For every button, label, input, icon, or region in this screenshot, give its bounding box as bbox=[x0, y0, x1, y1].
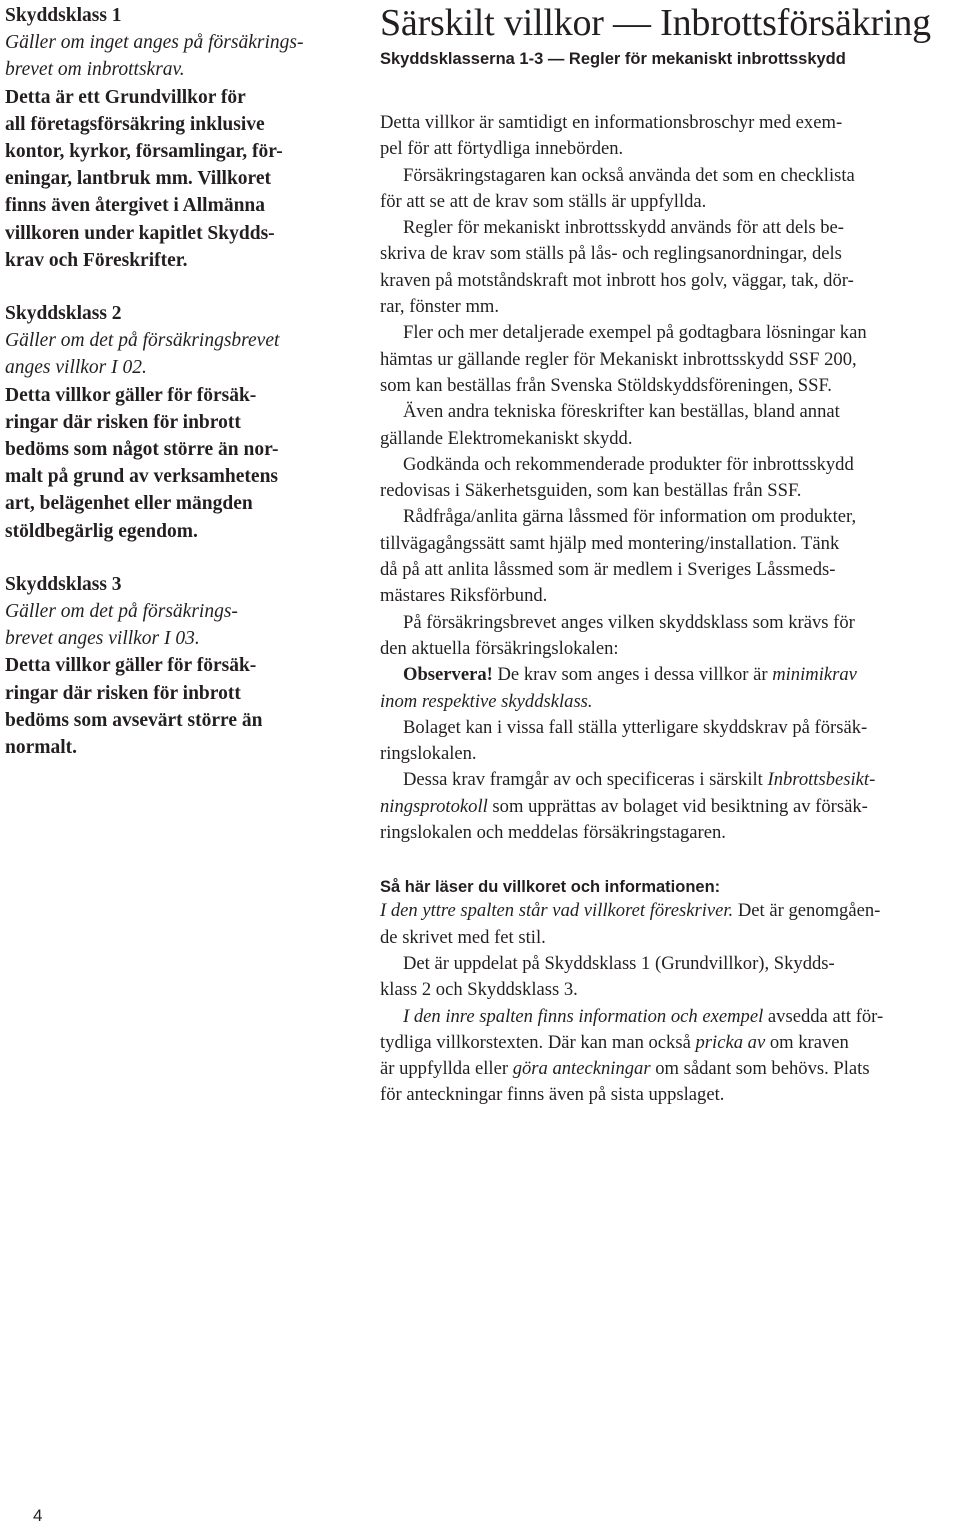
how-text-2: de skrivet med fet stil. bbox=[380, 926, 546, 948]
text-line: villkoren under kapitlet Skydds- bbox=[5, 222, 275, 244]
paragraph bbox=[380, 110, 960, 163]
text-line: mästares Riksförbund. bbox=[380, 585, 548, 607]
text-line: ringar där risken för inbrott bbox=[5, 682, 241, 704]
class2-title: Skyddsklass 2 bbox=[5, 303, 122, 325]
class2-section bbox=[5, 300, 335, 545]
how-text-3: avsedda att för- bbox=[763, 1005, 884, 1027]
paragraph bbox=[380, 452, 960, 505]
observe-label: Observera! bbox=[403, 664, 493, 686]
class2-bold bbox=[5, 382, 335, 545]
class3-italic bbox=[5, 598, 335, 652]
text-line: hämtas ur gällande regler för Mekaniskt inbrottsskydd SSF 200, bbox=[380, 348, 857, 370]
text-line: brevet om inbrottskrav. bbox=[5, 59, 185, 81]
paragraph bbox=[380, 715, 960, 768]
text-line: bedöms som något större än nor- bbox=[5, 439, 279, 461]
how-text-8: för anteckningar finns även på sista uppslaget. bbox=[380, 1084, 725, 1106]
text-line: Gäller om det på försäkrings- bbox=[5, 601, 238, 623]
class1-title: Skyddsklass 1 bbox=[5, 5, 122, 26]
page-number: 4 bbox=[33, 1506, 43, 1525]
text-line: Detta villkor gäller för försäk- bbox=[5, 384, 257, 406]
how-text-4: tydliga villkorstexten. Där kan man också bbox=[380, 1031, 696, 1053]
text-line: Regler för mekaniskt inbrottsskydd används för att dels be- bbox=[403, 217, 844, 239]
paragraph bbox=[380, 163, 960, 216]
text-line: krav och Föreskrifter. bbox=[5, 249, 188, 271]
text-line: gällande Elektromekaniskt skydd. bbox=[380, 427, 633, 449]
how-to-read-text bbox=[380, 898, 960, 1108]
how-emphasis-4: göra anteckningar bbox=[512, 1058, 651, 1080]
text-line: kraven på motståndskraft mot inbrott hos golv, väggar, tak, dör- bbox=[380, 269, 854, 291]
paragraph bbox=[380, 320, 960, 399]
how-text: Det är genomgåen- bbox=[733, 900, 881, 922]
text-line: stöldbegärlig egendom. bbox=[5, 520, 198, 542]
text-line: ringslokalen. bbox=[380, 743, 477, 765]
text-line: tillvägagångssätt samt hjälp med montering/installation. Tänk bbox=[380, 532, 840, 554]
how-to-read-heading: Så här läser du villkoret och informationen: bbox=[380, 878, 721, 897]
inner-column bbox=[380, 0, 960, 1109]
text-line: malt på grund av verksamhetens bbox=[5, 466, 279, 488]
text-line: kontor, kyrkor, församlingar, för- bbox=[5, 141, 283, 163]
protocol-text-3: ringslokalen och meddelas försäkringstagaren. bbox=[380, 822, 726, 844]
outer-column bbox=[5, 2, 335, 761]
paragraph bbox=[380, 399, 960, 452]
observe-text: De krav som anges i dessa villkor är bbox=[492, 664, 773, 686]
protocol-paragraph bbox=[380, 767, 960, 846]
how-emphasis-3: pricka av bbox=[695, 1031, 766, 1053]
text-line: Även andra tekniska föreskrifter kan beställas, bland annat bbox=[403, 401, 840, 423]
how-text-5: om kraven bbox=[765, 1031, 849, 1053]
paragraph bbox=[380, 610, 960, 663]
class1-italic bbox=[5, 29, 335, 83]
text-line: art, belägenhet eller mängden bbox=[5, 493, 253, 515]
page-title: Särskilt villkor — Inbrottsförsäkring bbox=[380, 2, 931, 44]
class3-section bbox=[5, 571, 335, 761]
how-emphasis: I den yttre spalten står vad villkoret föreskriver. bbox=[380, 900, 734, 922]
class3-bold bbox=[5, 652, 335, 761]
how-text-6: är uppfyllda eller bbox=[380, 1058, 513, 1080]
observe-paragraph bbox=[380, 662, 960, 715]
text-line: som kan beställas från Svenska Stöldskyddsföreningen, SSF. bbox=[380, 374, 832, 396]
how-emphasis-2: I den inre spalten finns information och exempel bbox=[403, 1005, 764, 1027]
text-line: finns även återgivet i Allmänna bbox=[5, 195, 266, 217]
text-line: På försäkringsbrevet anges vilken skyddsklass som krävs för bbox=[403, 611, 855, 633]
text-line: redovisas i Säkerhetsguiden, som kan beställas från SSF. bbox=[380, 480, 802, 502]
class3-title: Skyddsklass 3 bbox=[5, 573, 122, 595]
how-text-7: om sådant som behövs. Plats bbox=[650, 1058, 870, 1080]
text-line: då på att anlita låssmed som är medlem i Sveriges Låssmeds- bbox=[380, 559, 836, 581]
text-line: anges villkor I 02. bbox=[5, 357, 147, 379]
text-line: normalt. bbox=[5, 737, 78, 759]
class2-italic bbox=[5, 327, 335, 381]
text-line: den aktuella försäkringslokalen: bbox=[380, 637, 619, 659]
text-line: Godkända och rekommenderade produkter för inbrottsskydd bbox=[403, 453, 854, 475]
body-text bbox=[380, 110, 960, 846]
text-line: Detta villkor är samtidigt en informationsbroschyr med exem- bbox=[380, 112, 843, 133]
text-line: eningar, lantbruk mm. Villkoret bbox=[5, 168, 271, 190]
text-line: Fler och mer detaljerade exempel på godtagbara lösningar kan bbox=[403, 322, 867, 344]
observe-emphasis: minimikrav bbox=[772, 664, 857, 686]
text-line: för att se att de krav som ställs är uppfyllda. bbox=[380, 190, 707, 212]
text-line: bedöms som avsevärt större än bbox=[5, 709, 263, 731]
text-line: all företagsförsäkring inklusive bbox=[5, 113, 265, 135]
text-line: Gäller om inget anges på försäkrings- bbox=[5, 32, 304, 54]
paragraph bbox=[380, 951, 960, 1004]
observe-emphasis-2: inom respektive skyddsklass. bbox=[380, 690, 593, 712]
text-line: pel för att förtydliga innebörden. bbox=[380, 138, 624, 160]
paragraph bbox=[380, 504, 960, 609]
protocol-text: Dessa krav framgår av och specificeras i särskilt bbox=[403, 769, 768, 791]
text-line: Försäkringstagaren kan också använda det som en checklista bbox=[403, 164, 855, 186]
text-line: Rådfråga/anlita gärna låssmed för information om produkter, bbox=[403, 506, 857, 528]
class1-bold bbox=[5, 84, 335, 274]
paragraph bbox=[380, 215, 960, 320]
text-line: brevet anges villkor I 03. bbox=[5, 628, 200, 650]
class1-section bbox=[5, 2, 335, 274]
protocol-emphasis-2: ningsprotokoll bbox=[380, 795, 488, 817]
text-line: Detta är ett Grundvillkor för bbox=[5, 86, 246, 108]
text-line: klass 2 och Skyddsklass 3. bbox=[380, 979, 578, 1001]
protocol-emphasis: Inbrottsbesikt- bbox=[767, 769, 876, 791]
text-line: Detta villkor gäller för försäk- bbox=[5, 655, 257, 677]
text-line: Bolaget kan i vissa fall ställa ytterligare skyddskrav på försäk- bbox=[403, 716, 868, 738]
text-line: skriva de krav som ställs på lås- och reglingsanordningar, dels bbox=[380, 243, 842, 265]
page-subtitle: Skyddsklasserna 1-3 — Regler för mekaniskt inbrottsskydd bbox=[380, 50, 846, 68]
protocol-text-2: som upprättas av bolaget vid besiktning av försäk- bbox=[487, 795, 868, 817]
text-line: rar, fönster mm. bbox=[380, 296, 500, 318]
text-line: ringar där risken för inbrott bbox=[5, 411, 241, 433]
text-line: Gäller om det på försäkringsbrevet bbox=[5, 330, 280, 352]
text-line: Det är uppdelat på Skyddsklass 1 (Grundvillkor), Skydds- bbox=[403, 952, 835, 974]
